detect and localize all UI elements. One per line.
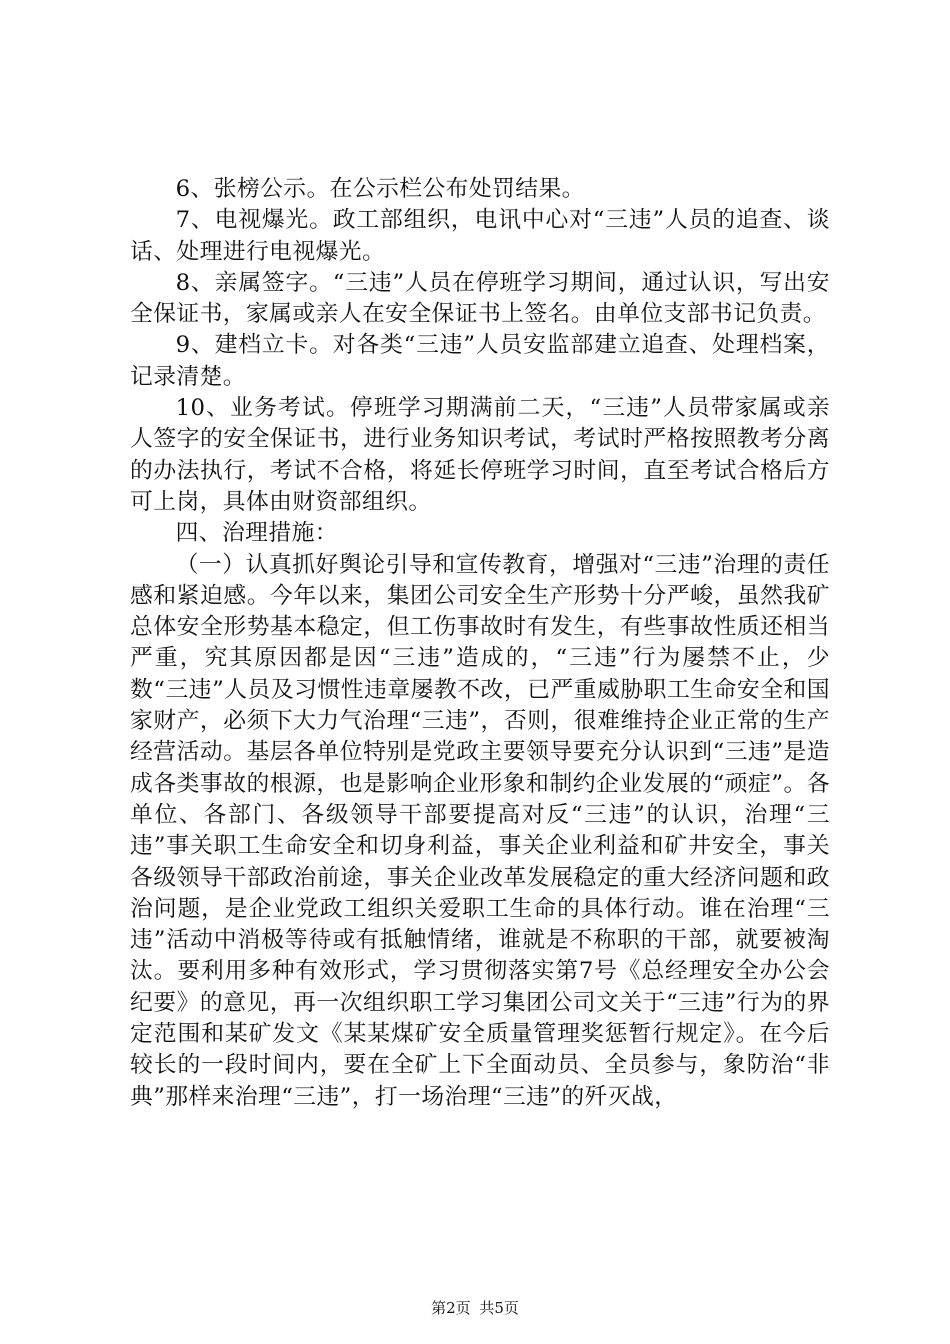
paragraph-measure-1: （一）认真抓好舆论引导和宣传教育，增强对“三违”治理的责任感和紧迫感。今年以来，集团公司安全生产形势十分严峻，虽然我矿总体安全形势基本稳定，但工伤事故时有发生，有些事故性质还相当严重，究其原因都是因“三违”造成的，“三违”行为屡禁不止，少数“三违”人员及习惯性违章屡教不改，已严重威胁职工生命安全和国家财产，必须下大力气治理“三违”，否则，很难维持企业正常的生产经营活动。基层各单位特别是党政主要领导要充分认识到“三违”是造成各类事故的根源，也是影响企业形象和制约企业发展的“顽症”。各单位、各部门、各级领导干部要提高对反“三违”的认识，治理“三违”事关职工生命安全和切身利益，事关企业利益和矿井安全，事关各级领导干部政治前途，事关企业改革发展稳定的重大经济问题和政治问题，是企业党政工组织关爱职工生命的具体行动。谁在治理“三违”活动中消极等待或有抵触情绪，谁就是不称职的干部，就要被淘汰。要利用多种有效形式，学习贯彻落实第7号《总经理安全办公会纪要》的意见，再一次组织职工学习集团公司文关于“三违”行为的界定范围和某矿发文《某某煤矿安全质量管理奖惩暂行规定》。在今后较长的一段时间内，要在全矿上下全面动员、全员参与，象防治“非典”那样来治理“三违”，打一场治理“三违”的歼灭战， — [130, 551, 830, 1110]
document-body — [130, 174, 830, 1113]
page-footer — [0, 1298, 950, 1318]
page-number: 第2页 — [431, 1299, 471, 1317]
page-total: 共5页 — [479, 1299, 519, 1317]
paragraph-item-6: 6、张榜公示。在公示栏公布处罚结果。 — [175, 176, 585, 202]
paragraph-item-9: 9、建档立卡。对各类“三违”人员安监部建立追查、处理档案，记录清楚。 — [130, 332, 830, 390]
paragraph-item-8: 8、亲属签字。“三违”人员在停班学习期间，通过认识，写出安全保证书，家属或亲人在安全保证书上签名。由单位支部书记负责。 — [130, 269, 830, 328]
paragraph-item-10: 10、业务考试。停班学习期满前二天，“三违”人员带家属或亲人签字的安全保证书，进行业务知识考试，考试时严格按照教考分离的办法执行，考试不合格，将延长停班学习时间，直至考试合格后方可上岗，具体由财资部组织。 — [130, 395, 830, 515]
section-heading-measures: 四、治理措施： — [175, 520, 338, 547]
paragraph-item-7: 7、电视爆光。政工部组织，电讯中心对“三违”人员的追查、谈话、处理进行电视爆光。 — [130, 207, 830, 265]
